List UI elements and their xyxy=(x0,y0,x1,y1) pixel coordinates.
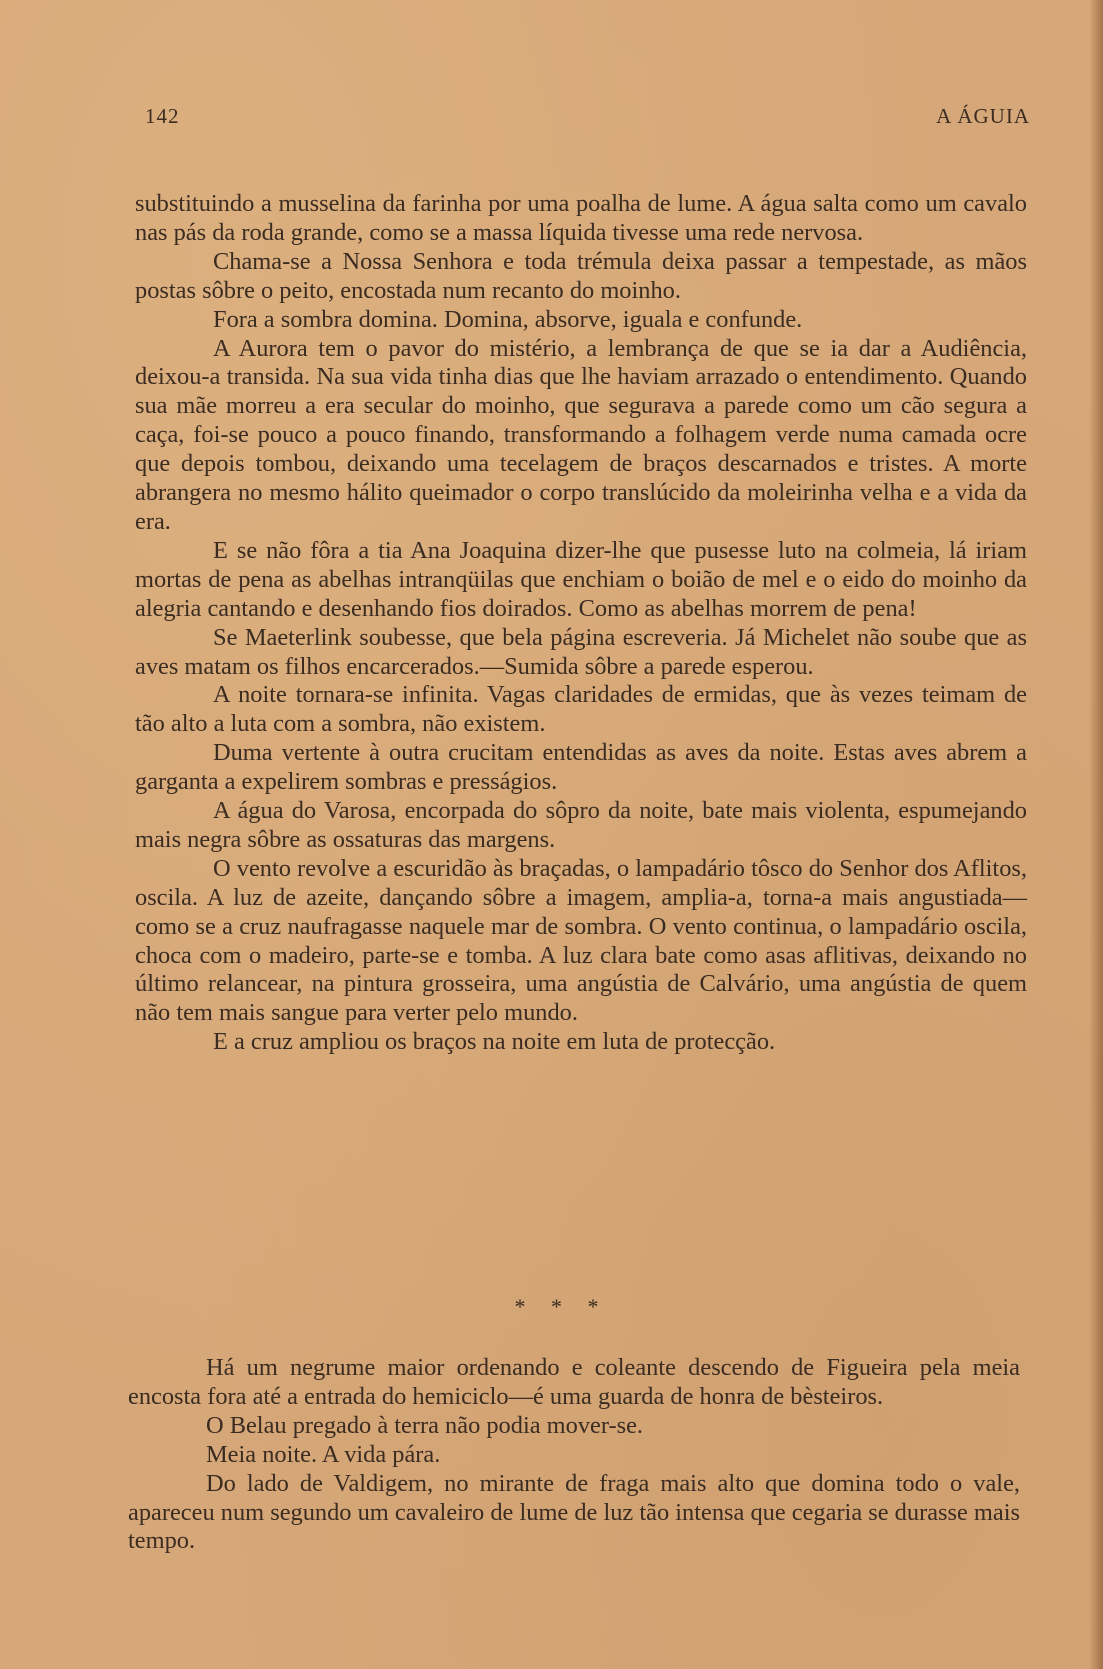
paragraph: Chama-se a Nossa Senhora e toda trémula deixa passar a tempestade, as mãos postas sôbre o peito, encostada num recanto do moinho. xyxy=(135,247,1027,304)
paragraph: Fora a sombra domina. Domina, absorve, iguala e confunde. xyxy=(213,305,803,333)
paragraph: Meia noite. A vida pára. xyxy=(206,1440,441,1468)
section-separator: * * * xyxy=(514,1294,609,1319)
paragraph: substituindo a musselina da farinha por uma poalha de lume. A água salta como um cavalo nas pás da roda grande, como se a massa líquida tivesse uma rede nervosa. xyxy=(135,190,1027,246)
page-number: 142 xyxy=(145,104,180,128)
text-section-1 xyxy=(135,190,1027,1057)
paragraph: E se não fôra a tia Ana Joaquina dizer-lhe que pusesse luto na colmeia, lá iriam mortas de pena as abelhas intranqüilas que enchiam o boião de mel e o eido do moinho da alegria cantando e desenhando fios doirados. Como as abelhas morrem de pena! xyxy=(135,536,1027,622)
running-title: A ÁGUIA xyxy=(936,104,1030,128)
paragraph: A Aurora tem o pavor do mistério, a lembrança de que se ia dar a Audiência, deixou-a transida. Na sua vida tinha dias que lhe haviam arrazado o entendimento. Quando sua mãe morreu a era secular do moinho, que segurava a parede como um cão segura a caça, foi-se pouco a pouco finando, transformando a folhagem verde numa camada ocre que depois tombou, deixando uma tecelagem de braços descarnados e tristes. A morte abrangera no mesmo hálito queimador o corpo translúcido da moleirinha velha e a vida da era. xyxy=(135,334,1027,535)
paragraph: O Belau pregado à terra não podia mover-se. xyxy=(206,1411,644,1439)
paragraph: O vento revolve a escuridão às braçadas, o lampadário tôsco do Senhor dos Aflitos, oscila. A luz de azeite, dançando sôbre a imagem, amplia-a, torna-a mais angustiada—como se a cruz naufragasse naquele mar de sombra. O vento continua, o lampadário oscila, choca com o madeiro, parte-se e tomba. A luz clara bate como asas aflitivas, deixando no último relancear, na pintura grosseira, uma angústia de Calvário, uma angústia de quem não tem mais sangue para verter pelo mundo. xyxy=(135,854,1027,1027)
paragraph: E a cruz ampliou os braços na noite em luta de protecção. xyxy=(213,1028,776,1056)
paragraph: A noite tornara-se infinita. Vagas claridades de ermidas, que às vezes teimam de tão alto a luta com a sombra, não existem. xyxy=(135,681,1027,738)
text-section-2 xyxy=(128,1354,1020,1556)
page-edge-shadow xyxy=(1089,0,1103,1669)
page-header xyxy=(145,104,1030,134)
paragraph: Há um negrume maior ordenando e coleante descendo de Figueira pela meia encosta fora até a entrada do hemiciclo—é uma guarda de honra de bèsteiros. xyxy=(128,1354,1020,1410)
paragraph: A água do Varosa, encorpada do sôpro da noite, bate mais violenta, espumejando mais negra sôbre as ossaturas das margens. xyxy=(135,797,1027,853)
paragraph: Se Maeterlink soubesse, que bela página escreveria. Já Michelet não soube que as aves matam os filhos encarcerados.—Sumida sôbre a parede esperou. xyxy=(135,623,1027,680)
paragraph: Do lado de Valdigem, no mirante de fraga mais alto que domina todo o vale, apareceu num segundo um cavaleiro de lume de luz tão intensa que cegaria se durasse mais tempo. xyxy=(128,1469,1020,1555)
paragraph: Duma vertente à outra crucitam entendidas as aves da noite. Estas aves abrem a garganta a expelirem sombras e presságios. xyxy=(135,739,1027,796)
